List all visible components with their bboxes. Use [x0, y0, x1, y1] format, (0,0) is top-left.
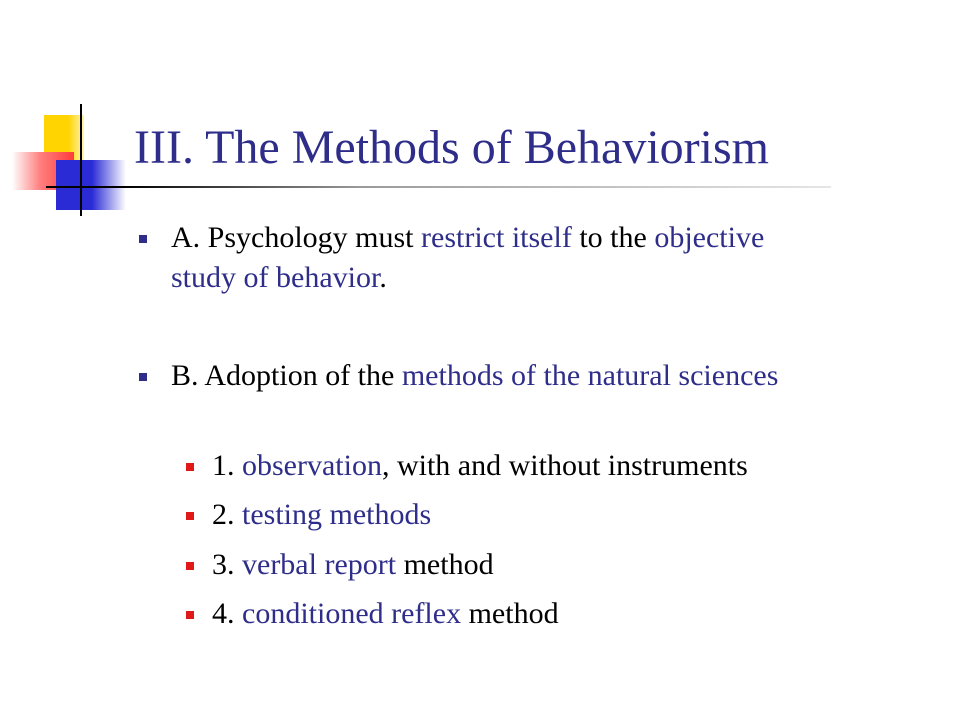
bullet-text: 4. — [212, 597, 242, 630]
bullet-text: A. Psychology must — [171, 221, 422, 254]
square-bullet-icon — [139, 373, 147, 381]
sub-bullet-verbal-report — [212, 545, 494, 585]
bullet-text: method — [396, 548, 494, 581]
sub-bullet-conditioned-reflex — [212, 594, 559, 634]
bullet-highlight: verbal report — [242, 548, 397, 581]
bullet-text: B. Adoption of the — [171, 359, 402, 392]
decorative-blue-square — [56, 160, 92, 210]
sub-bullet-testing — [212, 495, 431, 535]
bullet-text: , with and without instruments — [381, 449, 748, 482]
bullet-text: to the — [571, 221, 655, 254]
square-bullet-icon — [186, 463, 194, 471]
slide-title: III. The Methods of Behaviorism — [134, 121, 769, 174]
bullet-b — [171, 356, 831, 396]
square-bullet-icon — [139, 235, 147, 243]
bullet-highlight: objective study of behavior — [171, 221, 765, 294]
bullet-text: . — [379, 261, 387, 294]
bullet-highlight: testing methods — [242, 498, 432, 531]
sub-bullet-observation — [212, 446, 748, 486]
bullet-highlight: conditioned reflex — [242, 597, 462, 630]
bullet-text: 1. — [212, 449, 242, 482]
decorative-vertical-line — [80, 104, 82, 216]
bullet-text: 2. — [212, 498, 242, 531]
bullet-highlight: observation — [242, 449, 382, 482]
bullet-highlight: restrict itself — [421, 221, 572, 254]
decorative-blue-fade — [92, 160, 126, 210]
square-bullet-icon — [186, 562, 194, 570]
square-bullet-icon — [186, 512, 194, 520]
title-underline — [46, 186, 831, 188]
square-bullet-icon — [186, 611, 194, 619]
bullet-text: method — [461, 597, 559, 630]
bullet-a — [171, 218, 811, 298]
bullet-highlight: methods of the natural sciences — [401, 359, 779, 392]
bullet-text: 3. — [212, 548, 242, 581]
